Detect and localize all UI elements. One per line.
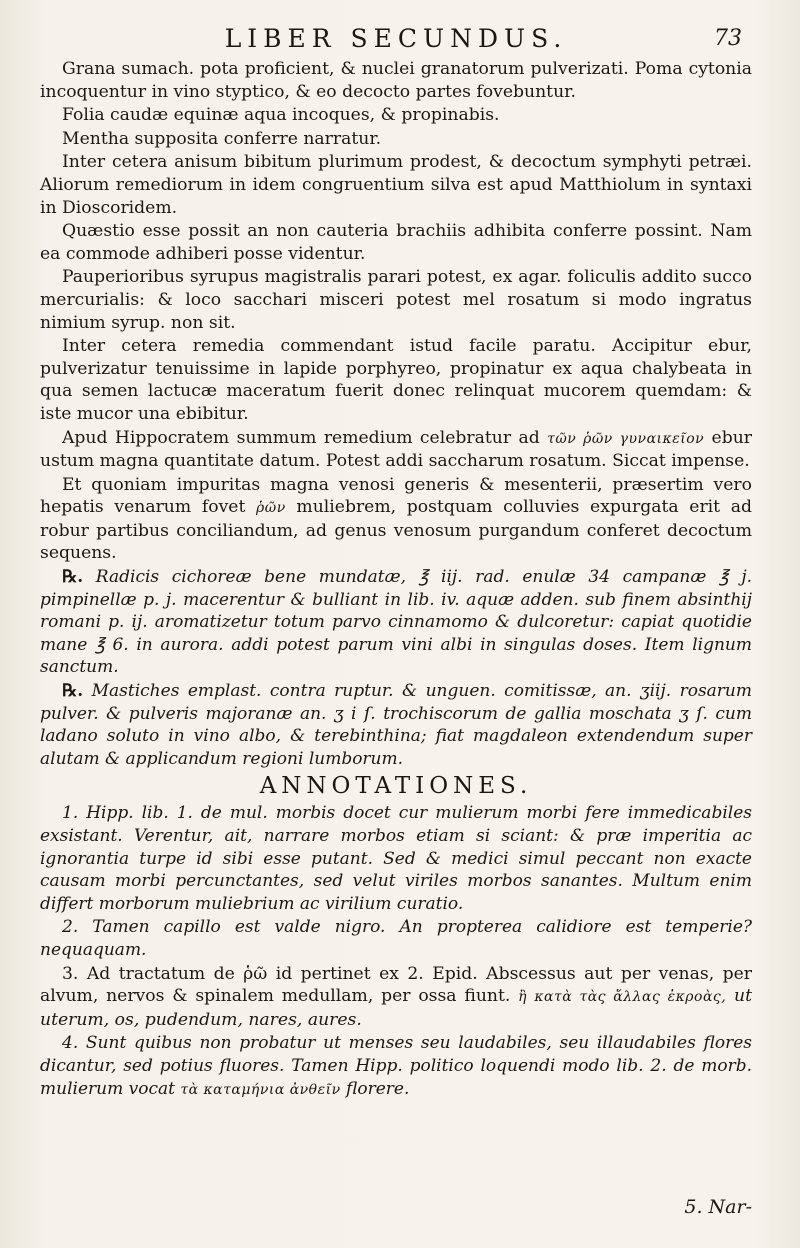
paragraph: Inter cetera anisum bibitum plurimum prodest, & decoctum symphyti petræi. Aliorum remediorum in idem congruentium silva est apud Matthiolum in syntaxi in Dioscoridem. — [40, 152, 752, 218]
text-segment: Apud Hippocratem summum remedium celebratur ad — [62, 427, 540, 448]
catchword: 5. Nar- — [684, 1196, 752, 1218]
greek-phrase: τῶν ῥῶν γυναικεῖον — [547, 430, 705, 447]
page-number: 73 — [714, 26, 742, 51]
greek-phrase: τὰ καταμήνια ἀνθεῖν — [180, 1081, 341, 1098]
paragraph: Folia caudæ equinæ aqua incoques, & propinabis. — [62, 105, 500, 126]
recipe-text: Mastiches emplast. contra ruptur. & unguen. comitissæ, an. ʒiij. rosarum pulver. & pulveris majoranæ an. ʒ i ſ. trochiscorum de gallia moschata ʒ ſ. cum ladano soluto in vino albo, & terebinthina; fiat magdaleon extendendum super alutam & applicandum regioni lumborum. — [40, 681, 752, 769]
recipe-symbol: ℞. — [62, 681, 84, 702]
recipe-paragraph — [40, 566, 752, 679]
annotations-heading: ANNOTATIONES. — [259, 773, 533, 800]
running-title: LIBER SECUNDUS. — [224, 24, 568, 53]
text-segment: ebur ustum magna quantitate datum. Potest addi saccharum rosatum. Siccat impense. — [40, 427, 752, 472]
paragraph: Inter cetera remedia commendant istud facile paratu. Accipitur ebur, pulverizatur tenuissime in lapide porphyreo, propinatur ex aqua chalybeata in qua semen lactucæ maceratum fuerit donec relinquat mucorem quemdam: & iste mucor una ebibitur. — [40, 336, 752, 424]
text-segment: florere. — [346, 1078, 410, 1099]
text-segment: ut uterum, os, pudendum, nares, aures. — [40, 986, 752, 1030]
paragraph-hippocrates — [40, 427, 752, 473]
text-segment: 3. Ad tractatum de ῥῶ id pertinet ex 2. Epid. Abscessus aut per venas, per alvum, nervos & spinalem medullam, per ossa fiunt. — [40, 963, 752, 1007]
paragraph: Pauperioribus syrupus magistralis parari potest, ex agar. foliculis addito succo mercurialis: & loco sacchari misceri potest mel rosatum si modo ingratus nimium syrup. non sit. — [40, 267, 752, 333]
text-segment: Et quoniam impuritas magna venosi generis & mesenterii, præsertim vero hepatis venarum fovet — [40, 474, 752, 518]
paragraph-impuritas — [40, 474, 752, 565]
page-header — [40, 18, 752, 58]
annotation: 1. Hipp. lib. 1. de mul. morbis docet cur mulierum morbi fere immedicabiles exsistant. Verentur, ait, narrare morbos etiam si sciant: & præ imperitia ac ignorantia turpe id sibi esse putant. Sed & medici simul peccant non exacte causam morbi percunctantes, sed velut viriles morbos sanantes. Multum enim differt morborum muliebrium ac virilium curatio. — [40, 803, 752, 914]
greek-phrase: ῥῶν — [256, 500, 286, 517]
annotation — [40, 963, 752, 1032]
annotation: 2. Tamen capillo est valde nigro. An propterea calidiore est temperie? nequaquam. — [40, 917, 752, 960]
greek-phrase: ἢ κατὰ τὰς ἄλλας ἐκροὰς, — [518, 989, 727, 1006]
text-segment: muliebrem, postquam colluvies expurgata erit ad robur partibus conciliandum, ad genus venosum purgandum conferet decoctum sequens. — [40, 497, 753, 564]
text-segment: 4. Sunt quibus non probatur ut menses seu laudabiles, seu illaudabiles flores dicantur, sed potius fluores. Tamen Hipp. politico loquendi modo lib. 2. de morb. mulierum vocat — [40, 1033, 752, 1099]
paragraph: Mentha supposita conferre narratur. — [62, 128, 382, 149]
paragraph: Grana sumach. pota proficient, & nuclei granatorum pulverizati. Poma cytonia incoquentur in vino styptico, & eo decocto partes fovebuntur. — [40, 59, 752, 102]
paragraph: Quæstio esse possit an non cauteria brachiis adhibita conferre possint. Nam ea commode adhiberi posse videntur. — [40, 221, 752, 264]
recipe-text: Radicis cichoreæ bene mundatæ, ℥ iij. rad. enulæ 34 campanæ ℥ j. pimpinellæ p. j. macerentur & bulliant in lib. iv. aquæ adden. sub finem absinthij romani p. ij. aromatizetur totum parvo cinnamomo & dulcoretur: capiat quotidie mane ℥ 6. in aurora. addi potest parum vini albi in singulas doses. Item lignum sanctum. — [40, 567, 753, 678]
recipe-symbol: ℞. — [62, 567, 84, 588]
recipe-paragraph — [40, 680, 752, 770]
main-text — [40, 58, 752, 1101]
annotation — [40, 1032, 752, 1101]
